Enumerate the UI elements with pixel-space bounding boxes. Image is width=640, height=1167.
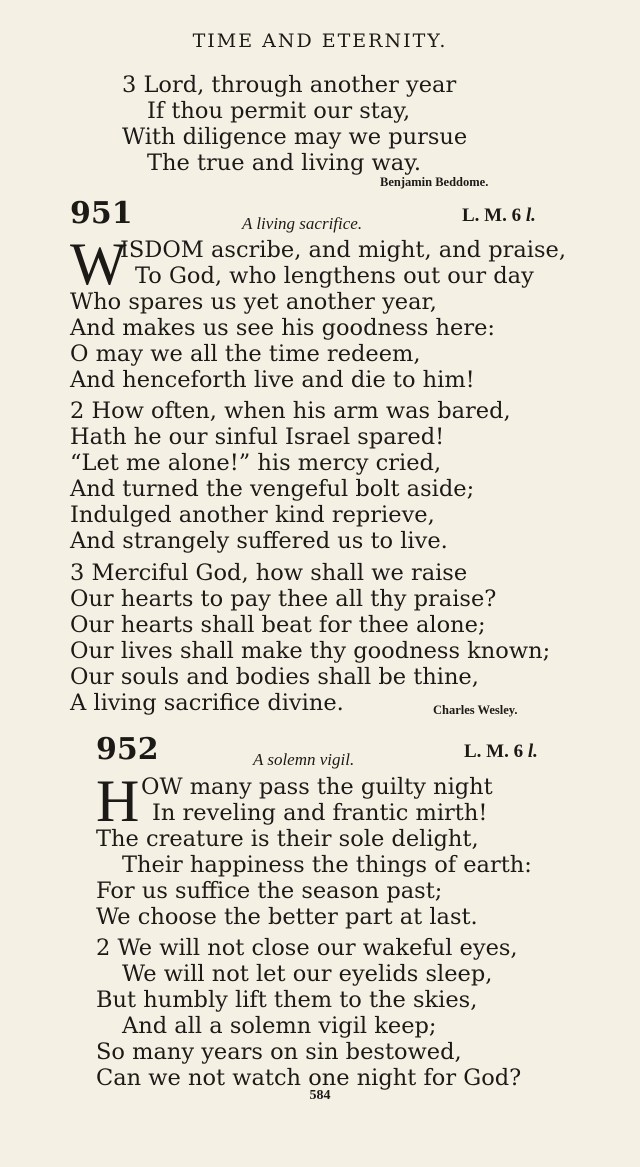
verse-line: 3 Merciful God, how shall we raise	[70, 560, 468, 586]
verse-line: 2 How often, when his arm was bared,	[70, 398, 511, 424]
verse-line: 2 We will not close our wakeful eyes,	[96, 935, 518, 961]
page-header: TIME AND ETERNITY.	[192, 30, 448, 52]
verse-line: We choose the better part at last.	[96, 904, 478, 930]
verse-line: A living sacrifice divine.	[70, 690, 344, 716]
verse-line: “Let me alone!” his mercy cried,	[70, 450, 442, 476]
verse-line: In reveling and frantic mirth!	[152, 800, 488, 826]
drop-cap-951: W	[70, 231, 127, 297]
verse-line: Indulged another kind reprieve,	[70, 502, 435, 528]
hymn-subtitle-952: A solemn vigil.	[253, 750, 355, 769]
verse-line: But humbly lift them to the skies,	[96, 987, 478, 1013]
verse-line: OW many pass the guilty night	[141, 774, 493, 800]
verse-line: We will not let our eyelids sleep,	[122, 961, 493, 987]
verse-line: Our hearts to pay thee all thy praise?	[70, 586, 497, 612]
verse-line: Our hearts shall beat for thee alone;	[70, 612, 486, 638]
hymn-number-951: 951	[70, 196, 133, 231]
prev-stanza-line: With diligence may we pursue	[122, 124, 468, 150]
page-number: 584	[309, 1088, 331, 1103]
verse-line: And turned the vengeful bolt aside;	[70, 476, 475, 502]
verse-line: So many years on sin bestowed,	[96, 1039, 462, 1065]
verse-line: To God, who lengthens out our day	[135, 263, 534, 289]
verse-line: ISDOM ascribe, and might, and praise,	[120, 237, 566, 263]
verse-line: Their happiness the things of earth:	[122, 852, 532, 878]
hymn-subtitle-951: A living sacrifice.	[242, 214, 363, 233]
prev-stanza-line: If thou permit our stay,	[147, 98, 411, 124]
verse-line: Who spares us yet another year,	[70, 289, 437, 315]
verse-line: And makes us see his goodness here:	[70, 315, 496, 341]
prev-author: Benjamin Beddome.	[380, 175, 489, 189]
prev-stanza-line: The true and living way.	[147, 150, 422, 176]
verse-line: And strangely suffered us to live.	[70, 528, 448, 554]
verse-line: And henceforth live and die to him!	[70, 367, 475, 393]
drop-cap-952: H	[96, 768, 140, 834]
hymn-meter-952: L. M. 6 l.	[464, 741, 538, 762]
prev-stanza-line: 3 Lord, through another year	[122, 72, 457, 98]
verse-line: And all a solemn vigil keep;	[122, 1013, 437, 1039]
hymn-number-952: 952	[96, 732, 159, 767]
verse-line: Can we not watch one night for God?	[96, 1065, 522, 1091]
verse-line: Our souls and bodies shall be thine,	[70, 664, 479, 690]
verse-line: The creature is their sole delight,	[96, 826, 479, 852]
verse-line: Hath he our sinful Israel spared!	[70, 424, 445, 450]
author-951: Charles Wesley.	[433, 703, 518, 717]
hymn-meter-951: L. M. 6 l.	[462, 205, 536, 226]
verse-line: Our lives shall make thy goodness known;	[70, 638, 551, 664]
verse-line: For us suffice the season past;	[96, 878, 443, 904]
verse-line: O may we all the time redeem,	[70, 341, 421, 367]
